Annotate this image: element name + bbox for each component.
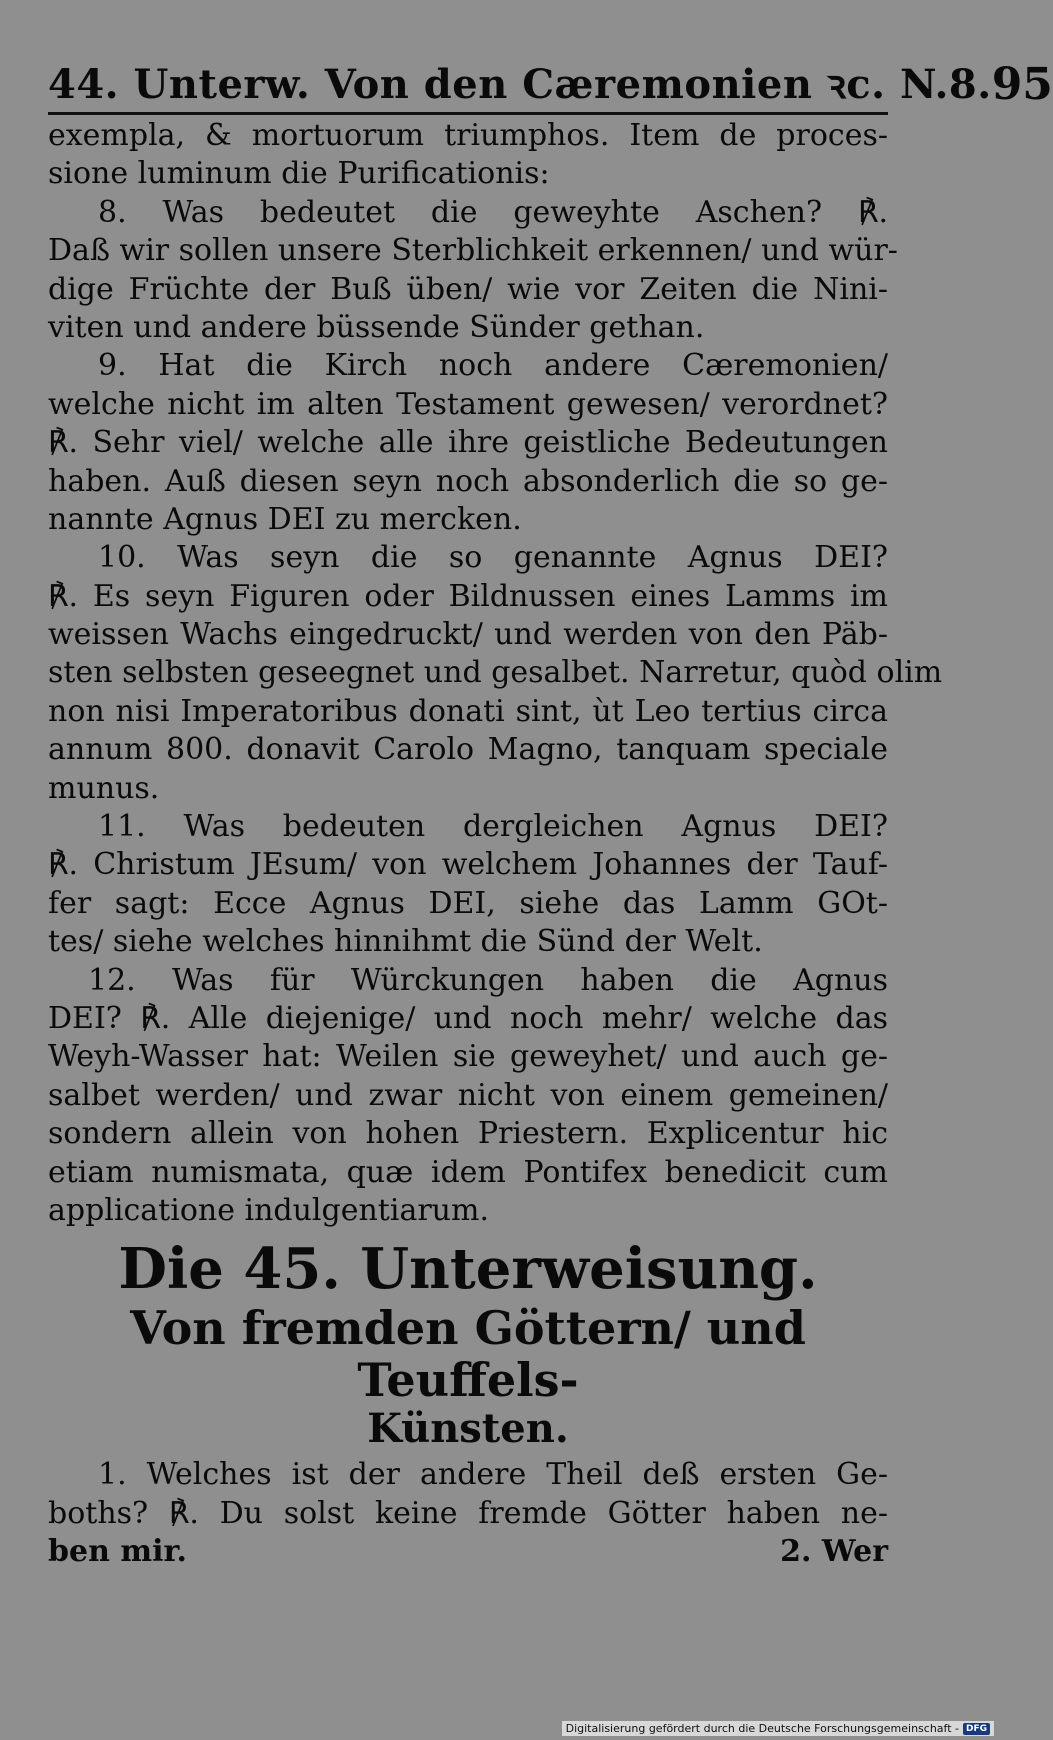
- text-line: tes/ siehe welches hinnihmt die Sünd der Welt.: [48, 924, 763, 960]
- section-subtitle: Von fremden Göttern/ und Teuffels-: [130, 1301, 806, 1408]
- text-line: annum 800. donavit Carolo Magno, tanquam speciale: [48, 732, 888, 768]
- text-line: boths? ℟. Du solst keine fremde Götter haben ne-: [48, 1495, 888, 1531]
- text-line: ℟. Es seyn Figuren oder Bildnussen eines Lamms im: [48, 578, 888, 614]
- text-line: sten selbsten geseegnet und gesalbet. Narretur, quòd olim: [48, 655, 943, 691]
- catchword: 2. Wer: [780, 1534, 888, 1570]
- text-line: nannte Agnus DEI zu mercken.: [48, 501, 522, 537]
- last-line: [48, 1533, 888, 1571]
- text-line: 1. Welches ist der andere Theil deß ersten Ge-: [98, 1457, 888, 1493]
- text-line: exempla, & mortuorum triumphos. Item de proces-: [48, 118, 888, 153]
- text-line: munus.: [48, 770, 160, 806]
- line-end-text: ben mir.: [48, 1534, 187, 1570]
- dfg-logo-icon: DFG: [963, 1723, 990, 1735]
- text-line: Weyh-Wasser hat: Weilen sie geweyhet/ und auch ge-: [48, 1039, 888, 1075]
- text-line: fer sagt: Ecce Agnus DEI, siehe das Lamm GOt-: [48, 885, 888, 921]
- section-body-text: [48, 1456, 888, 1533]
- text-line: haben. Auß diesen seyn noch absonderlich die so ge-: [48, 463, 888, 499]
- section-subtitle-continued: Künsten.: [367, 1405, 569, 1453]
- body-text: [48, 117, 943, 1230]
- text-line: ℟. Sehr viel/ welche alle ihre geistliche Bedeutungen: [48, 425, 888, 461]
- text-line: welche nicht im alten Testament gewesen/ verordnet?: [48, 386, 888, 422]
- text-line: 11. Was bedeuten dergleichen Agnus DEI?: [98, 809, 888, 845]
- text-line: DEI? ℟. Alle diejenige/ und noch mehr/ welche das: [48, 1000, 888, 1036]
- text-line: sondern allein von hohen Priestern. Explicentur hic: [48, 1116, 888, 1152]
- text-line: ℟. Christum JEsum/ von welchem Johannes der Tauf-: [48, 847, 888, 883]
- text-line: etiam numismata, quæ idem Pontifex benedicit cum: [48, 1154, 888, 1190]
- section-title: Die 45. Unterweisung.: [118, 1236, 818, 1303]
- text-line: Daß wir sollen unsere Sterblichkeit erkennen/ und wür-: [48, 233, 898, 269]
- footer-text: Digitalisierung gefördert durch die Deutsche Forschungsgemeinschaft -: [565, 1722, 959, 1735]
- text-line: non nisi Imperatoribus donati sint, ùt Leo tertius circa: [48, 693, 888, 729]
- text-line: salbet werden/ und zwar nicht von einem gemeinen/: [48, 1077, 888, 1113]
- digitization-footer: [562, 1721, 994, 1736]
- text-line: applicatione indulgentiarum.: [48, 1192, 489, 1228]
- text-line: weissen Wachs eingedruckt/ und werden von den Päb-: [48, 617, 888, 653]
- text-line: sione luminum die Purificationis:: [48, 156, 550, 192]
- text-line: 9. Hat die Kirch noch andere Cæremonien/: [98, 348, 888, 384]
- text-line: dige Früchte der Buß üben/ wie vor Zeiten die Nini-: [48, 271, 888, 307]
- book-page: [48, 59, 1053, 1572]
- text-line: viten und andere büssende Sünder gethan.: [48, 309, 705, 345]
- running-title: 44. Unterw. Von den Cæremonien ꝛc. N.8.: [48, 61, 992, 108]
- page-number: 95: [991, 59, 1053, 110]
- running-header: [48, 59, 1053, 115]
- text-line: 12. Was für Würckungen haben die Agnus: [88, 962, 888, 998]
- text-line: 10. Was seyn die so genannte Agnus DEI?: [98, 540, 888, 576]
- text-line: 8. Was bedeutet die geweyhte Aschen? ℟.: [98, 194, 888, 230]
